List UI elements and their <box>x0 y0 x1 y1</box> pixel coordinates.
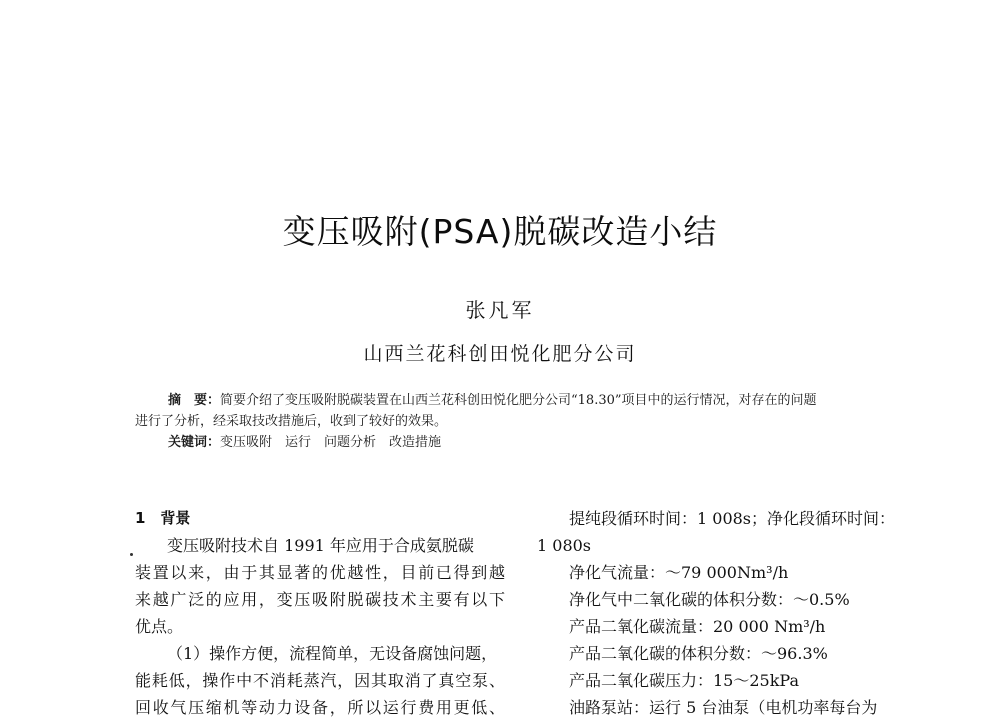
body-line: 提纯段循环时间：1 008s；净化段循环时间： <box>569 509 896 528</box>
body-line: 优点。 <box>135 617 184 636</box>
paper-title: 变压吸附(PSA)脱碳改造小结 <box>282 212 718 251</box>
keywords-label: 关键词： <box>168 435 221 450</box>
body-line: 能耗低，操作中不消耗蒸汽，因其取消了真空泵、 <box>135 671 505 690</box>
body-line: 产品二氧化碳的体积分数：～96.3% <box>569 644 828 663</box>
body-line: 回收气压缩机等动力设备，所以运行费用更低、 <box>135 698 505 717</box>
body-line: 来越广泛的应用，变压吸附脱碳技术主要有以下 <box>135 590 505 609</box>
abstract-label: 摘 要： <box>168 393 221 408</box>
author-name: 张凡军 <box>465 298 535 322</box>
section-heading: 1 背景 <box>135 509 191 527</box>
body-line: （1）操作方便，流程简单，无设备腐蚀问题， <box>167 644 498 663</box>
body-line: 产品二氧化碳压力：15～25kPa <box>569 671 800 690</box>
body-line: 净化气中二氧化碳的体积分数：～0.5% <box>569 590 850 609</box>
body-line: 变压吸附技术自 1991 年应用于合成氨脱碳 <box>167 536 474 555</box>
keywords-line <box>135 432 910 453</box>
abstract-line-2: 进行了分析，经采取技改措施后，收到了较好的效果。 <box>135 414 448 429</box>
keywords-text: 变压吸附 运行 问题分析 改造措施 <box>220 435 442 450</box>
scan-mark <box>130 553 133 556</box>
abstract-block <box>135 390 910 453</box>
abstract-line-1 <box>135 390 910 411</box>
abstract-text-1: 简要介绍了变压吸附脱碳装置在山西兰花科创田悦化肥分公司“18.30”项目中的运行情况，对存在的问题 <box>220 393 817 408</box>
body-line: 油路泵站：运行 5 台油泵（电机功率每台为 <box>569 698 878 717</box>
body-line: 1 080s <box>537 536 592 555</box>
body-line: 装置以来，由于其显著的优越性，目前已得到越 <box>135 563 505 582</box>
body-line: 净化气流量：～79 000Nm³/h <box>569 563 789 582</box>
left-column <box>135 505 505 721</box>
right-column <box>537 505 912 721</box>
author-affiliation: 山西兰花科创田悦化肥分公司 <box>363 343 637 365</box>
body-line: 产品二氧化碳流量：20 000 Nm³/h <box>569 617 826 636</box>
